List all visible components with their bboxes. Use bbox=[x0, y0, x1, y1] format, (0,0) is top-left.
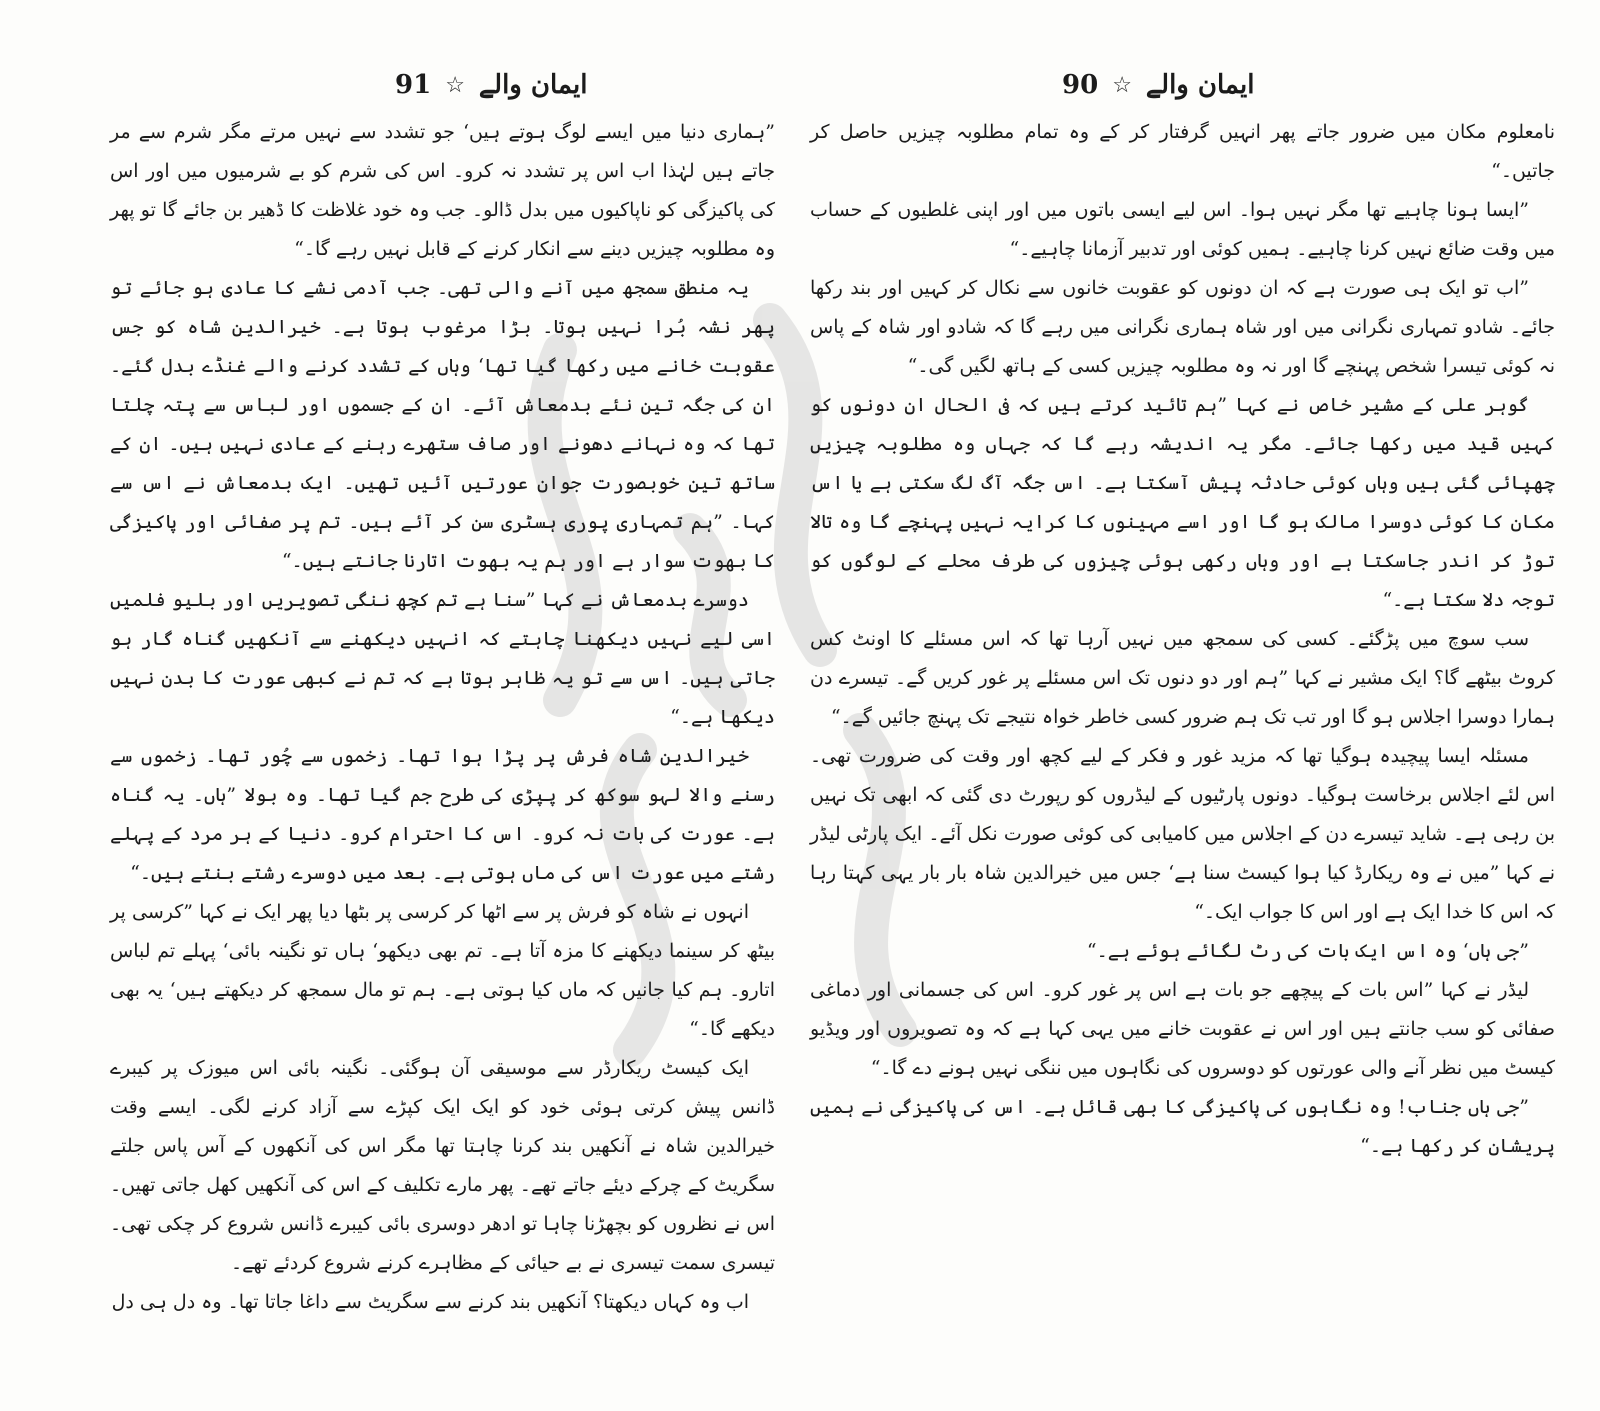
paragraph: ایک کیسٹ ریکارڈر سے موسیقی آن ہوگئی۔ نگینہ بائی اس میوزک پر کیبرے ڈانس پیش کرتی ہوئی خود کو ایک ایک کپڑے سے آزاد کرنے لگی۔ ایسے وقت خیرالدین شاہ نے آنکھیں بند کرنا چاہتا تھا مگر اس کی آنکھوں کے آس پاس جلتے سگریٹ کے چرکے دیئے جاتے تھے۔ پھر مارے تکلیف کے اس کی آنکھیں کھل جاتی تھیں۔ اس نے نظروں کو بچھڑنا چاہا تو ادھر دوسری بائی کیبرے ڈانس شروع کر چکی تھی۔ تیسری سمت تیسری نے بے حیائی کے مظاہرے کرنے شروع کردئے تھے۔ bbox=[110, 1057, 775, 1274]
paragraph: ”جی ہاں‘ وہ اس ایک بات کی رٹ لگائے ہوئے ہے۔“ bbox=[1086, 940, 1529, 962]
paragraph: انہوں نے شاہ کو فرش پر سے اٹھا کر کرسی پر بٹھا دیا پھر ایک نے کہا ”کرسی پر بیٹھ کر سینما دیکھنے کا مزہ آتا ہے۔ تم بھی دیکھو‘ ہاں تو نگینہ بائی‘ پہلے تم لباس اتارو۔ ہم کیا جانیں کہ ماں کیا ہوتی ہے۔ ہم تو مال سمجھ کر دیکھتے ہیں‘ یہ بھی دیکھے گا۔“ bbox=[110, 901, 775, 1040]
paragraph: گوہر علی کے مشیر خاص نے کہا ”ہم تائید کرتے ہیں کہ فی الحال ان دونوں کو کہیں قید میں رکھا جائے۔ مگر یہ اندیشہ رہے گا کہ جہاں وہ مطلوبہ چیزیں چھپائی گئی ہیں وہاں کوئی حادثہ پیش آسکتا ہے۔ اس جگہ آگ لگ سکتی ہے یا اس مکان کا کوئی دوسرا مالک ہو گا اور اسے مہینوں کا کرایہ نہیں پہنچے گا وہ تالا توڑ کر اندر جاسکتا ہے اور وہاں رکھی ہوئی چیزوں کی طرف محلے کے لوگوں کو توجہ دلا سکتا ہے۔“ bbox=[810, 394, 1555, 611]
page-header bbox=[395, 70, 587, 100]
paragraph: خیرالدین شاہ فرش پر پڑا ہوا تھا۔ زخموں سے چُور تھا۔ زخموں سے رسنے والا لہو سوکھ کر پپڑی کی طرح جم گیا تھا۔ وہ بولا ”ہاں۔ یہ گناہ ہے۔ عورت کی بات نہ کرو۔ اس کا احترام کرو۔ دنیا کے ہر مرد کے پہلے رشتے میں عورت اس کی ماں ہوتی ہے۔ بعد میں دوسرے رشتے بنتے ہیں۔“ bbox=[110, 745, 775, 884]
paragraph: ”ایسا ہونا چاہیے تھا مگر نہیں ہوا۔ اس لیے ایسی باتوں میں اور اپنی غلطیوں کے حساب میں وقت ضائع نہیں کرنا چاہیے۔ ہمیں کوئی اور تدبیر آزمانا چاہیے۔“ bbox=[810, 199, 1555, 260]
paragraph: نامعلوم مکان میں ضرور جاتے پھر انہیں گرفتار کر کے وہ تمام مطلوبہ چیزیں حاصل کر جاتیں۔“ bbox=[810, 121, 1555, 182]
star-icon: ☆ bbox=[445, 72, 465, 98]
paragraph: سب سوچ میں پڑگئے۔ کسی کی سمجھ میں نہیں آرہا تھا کہ اس مسئلے کا اونٹ کس کروٹ بیٹھے گا؟ ایک مشیر نے کہا ”ہم اور دو دنوں تک اس مسئلے پر غور کریں گے۔ تیسرے دن ہمارا دوسرا اجلاس ہو گا اور تب تک ہم ضرور کسی خاطر خواہ نتیجے تک پہنچ جائیں گے۔“ bbox=[810, 628, 1555, 728]
page-number: 91 bbox=[395, 70, 432, 100]
paragraph: ”اب تو ایک ہی صورت ہے کہ ان دونوں کو عقوبت خانوں سے نکال کر کہیں اور بند رکھا جائے۔ شادو تمہاری نگرانی میں اور شاہ ہماری نگرانی میں رہے گا کہ شادو اور شاہ کے پاس نہ کوئی تیسرا شخص پہنچے گا اور نہ وہ مطلوبہ چیزیں کسی کے ہاتھ لگیں گی۔“ bbox=[810, 277, 1555, 377]
page-header bbox=[1062, 70, 1254, 100]
page-text bbox=[810, 113, 1555, 1166]
paragraph: اب وہ کہاں دیکھتا؟ آنکھیں بند کرنے سے سگریٹ سے داغا جاتا تھا۔ وہ دل ہی دل bbox=[111, 1291, 749, 1313]
right-page bbox=[800, 0, 1600, 1411]
book-title: ایمان والے bbox=[478, 70, 588, 100]
paragraph: ”جی ہاں جناب! وہ نگاہوں کی پاکیزگی کا بھی قائل ہے۔ اس کی پاکیزگی نے ہمیں پریشان کر رکھا ہے۔“ bbox=[810, 1096, 1555, 1157]
paragraph: یہ منطق سمجھ میں آنے والی تھی۔ جب آدمی نشے کا عادی ہو جائے تو پھر نشہ بُرا نہیں ہوتا۔ بڑا مرغوب ہوتا ہے۔ خیرالدین شاہ کو جس عقوبت خانے میں رکھا گیا تھا‘ وہاں کے تشدد کرنے والے غنڈے بدل گئے۔ ان کی جگہ تین نئے بدمعاش آئے۔ ان کے جسموں اور لباس سے پتہ چلتا تھا کہ وہ نہانے دھونے اور صاف ستھرے رہنے کے عادی نہیں ہیں۔ ان کے ساتھ تین خوبصورت جوان عورتیں آئیں تھیں۔ ایک بدمعاش نے اس سے کہا۔ ”ہم تمہاری پوری ہسٹری سن کر آئے ہیں۔ تم پر صفائی اور پاکیزگی کا بھوت سوار ہے اور ہم یہ بھوت اتارنا جانتے ہیں۔“ bbox=[110, 277, 775, 572]
paragraph: دوسرے بدمعاش نے کہا ”سنا ہے تم کچھ ننگی تصویریں اور بلیو فلمیں اسی لیے نہیں دیکھنا چاہتے کہ انہیں دیکھنے سے آنکھیں گناہ گار ہو جاتی ہیں۔ اس سے تو یہ ظاہر ہوتا ہے کہ تم نے کبھی عورت کا بدن نہیں دیکھا ہے۔“ bbox=[110, 589, 775, 728]
paragraph: مسئلہ ایسا پیچیدہ ہوگیا تھا کہ مزید غور و فکر کے لیے کچھ اور وقت کی ضرورت تھی۔ اس لئے اجلاس برخاست ہوگیا۔ دونوں پارٹیوں کے لیڈروں کو رپورٹ دی گئی کہ ابھی تک نہیں بن رہی ہے۔ شاید تیسرے دن کے اجلاس میں کامیابی کی کوئی صورت نکل آئے۔ ایک پارٹی لیڈر نے کہا ”میں نے وہ ریکارڈ کیا ہوا کیسٹ سنا ہے‘ جس میں خیرالدین شاہ بار بار یہی کہتا رہا کہ اس کا خدا ایک ہے اور اس کا جواب ایک۔“ bbox=[810, 745, 1555, 923]
book-title: ایمان والے bbox=[1145, 70, 1255, 100]
paragraph: لیڈر نے کہا ”اس بات کے پیچھے جو بات ہے اس پر غور کرو۔ اس کی جسمانی اور دماغی صفائی کو سب جانتے ہیں اور اس نے عقوبت خانے میں یہی کہا ہے کہ وہ تصویروں اور ویڈیو کیسٹ میں نظر آنے والی عورتوں کو دوسروں کی نگاہوں میں ننگی نہیں ہونے دے گا۔“ bbox=[810, 979, 1555, 1079]
page-text bbox=[110, 113, 775, 1322]
page-number: 90 bbox=[1062, 70, 1099, 100]
star-icon: ☆ bbox=[1112, 72, 1132, 98]
paragraph: ”ہماری دنیا میں ایسے لوگ ہوتے ہیں‘ جو تشدد سے نہیں مرتے مگر شرم سے مر جاتے ہیں لہٰذا اب اس پر تشدد نہ کرو۔ اس کی شرم کو بے شرمیوں میں اور اس کی پاکیزگی کو ناپاکیوں میں بدل ڈالو۔ جب وہ خود غلاظت کا ڈھیر بن جائے گا تو پھر وہ مطلوبہ چیزیں دینے سے انکار کرنے کے قابل نہیں رہے گا۔“ bbox=[110, 121, 775, 260]
